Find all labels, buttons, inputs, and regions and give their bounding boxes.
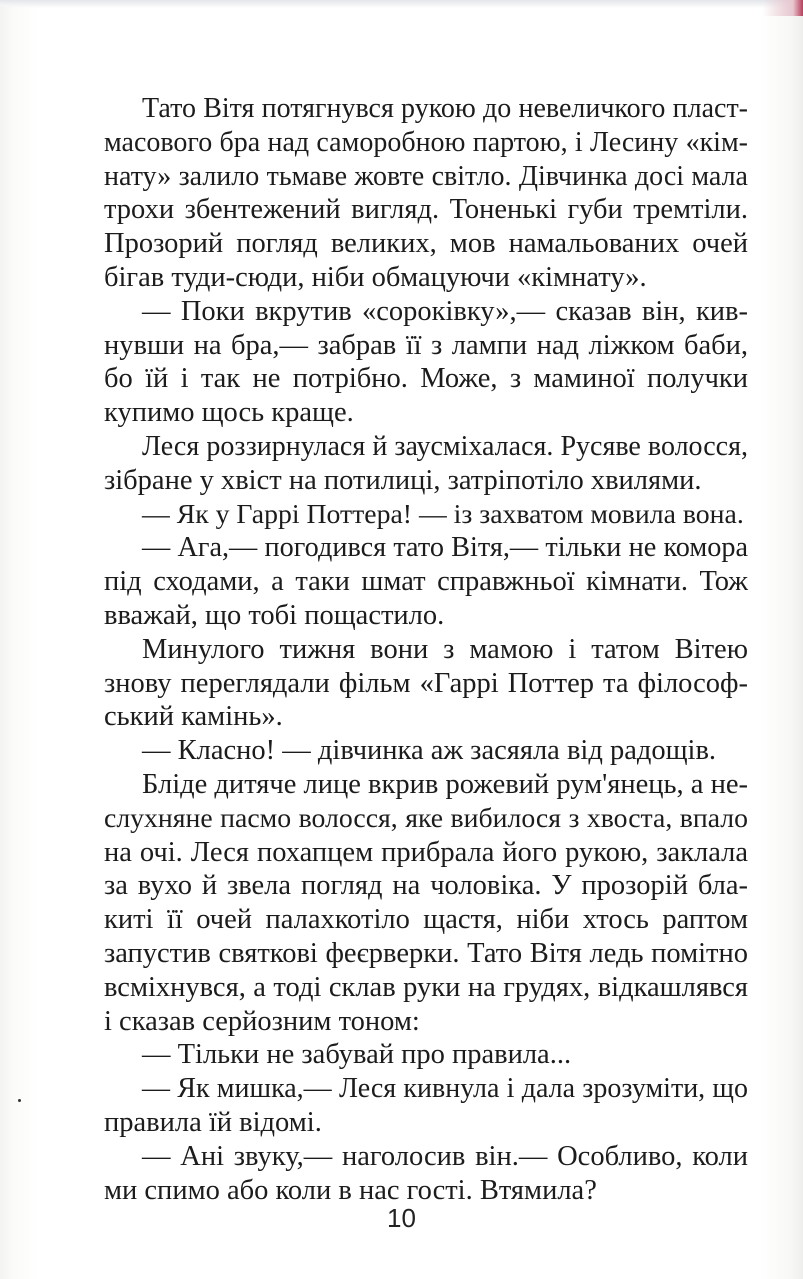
text-line: всміхнувся, а тоді склав руки на грудях, відкашлявся <box>104 971 748 1003</box>
text-line: Леся роззирнулася й заусміхалася. Русяве волосся, <box>142 430 748 462</box>
text-line: — Як у Гаррі Поттера! — із захватом мовила вона. <box>142 498 744 530</box>
text-line: нату» залило тьмаве жовте світло. Дівчинка досі мала <box>104 160 748 192</box>
text-line: Прозорий погляд великих, мов намальованих очей <box>104 228 748 260</box>
text-line: нувши на бра,— забрав її з лампи над ліжком баби, <box>104 329 748 361</box>
page-top-edge <box>0 0 803 8</box>
text-line: Тато Вітя потягнувся рукою до невеличкого пласт- <box>142 93 748 124</box>
text-line: на очі. Леся похапцем прибрала його рукою, заклала <box>104 836 748 868</box>
text-line: зібране у хвіст на потилиці, затріпотіло хвилями. <box>104 464 702 496</box>
text-line: масового бра над саморобною партою, і Лесину «кім- <box>104 126 748 158</box>
text-line: запустив святкові феєрверки. Тато Вітя ледь помітно <box>104 937 748 969</box>
page-number: 10 <box>387 1203 416 1233</box>
text-line: Минулого тижня вони з мамою і татом Вітею <box>142 633 748 665</box>
text-line: купимо щось краще. <box>104 397 354 429</box>
text-line: Бліде дитяче лице вкрив рожевий рум'янець, а не- <box>142 768 748 800</box>
text-line: за вухо й звела погляд на чоловіка. У прозорій бла- <box>104 870 748 902</box>
text-line: — Як мишка,— Леся кивнула і дала зрозуміти, що <box>142 1073 748 1105</box>
text-line: — Ані звуку,— наголосив він.— Особливо, коли <box>142 1140 748 1172</box>
text-line: ський камінь». <box>104 701 283 733</box>
text-line: знову переглядали фільм «Гаррі Поттер та філософ- <box>104 667 748 699</box>
text-line: трохи збентежений вигляд. Тоненькі губи тремтіли. <box>104 194 748 226</box>
text-line: бігав туди-сюди, ніби обмацуючи «кімнату». <box>104 261 647 293</box>
text-line: — Ага,— погодився тато Вітя,— тільки не комора <box>142 532 748 564</box>
text-line: — Поки вкрутив «сороківку»,— сказав він, кив- <box>142 295 748 327</box>
text-line: ми спимо або коли в нас гості. Втямила? <box>104 1174 597 1206</box>
text-line: і сказав серйозним тоном: <box>104 1005 420 1037</box>
text-line: під сходами, а таки шмат справжньої кімнати. Тож <box>104 566 748 598</box>
margin-speck <box>18 1099 21 1102</box>
text-line: правила їй відомі. <box>104 1106 322 1138</box>
text-line: вважай, що тобі пощастило. <box>104 599 445 631</box>
text-line: киті її очей палахкотіло щастя, ніби хтось раптом <box>104 904 748 936</box>
text-line: бо їй і так не потрібно. Може, з маминої получки <box>104 363 748 395</box>
text-line: слухняне пасмо волосся, яке вибилося з хвоста, впало <box>104 802 748 834</box>
body-text <box>104 92 748 1207</box>
text-line: — Класно! — дівчинка аж засяяла від радощів. <box>142 735 717 767</box>
cover-corner-mark <box>763 0 803 16</box>
text-line: — Тільки не забувай про правила... <box>142 1039 572 1071</box>
